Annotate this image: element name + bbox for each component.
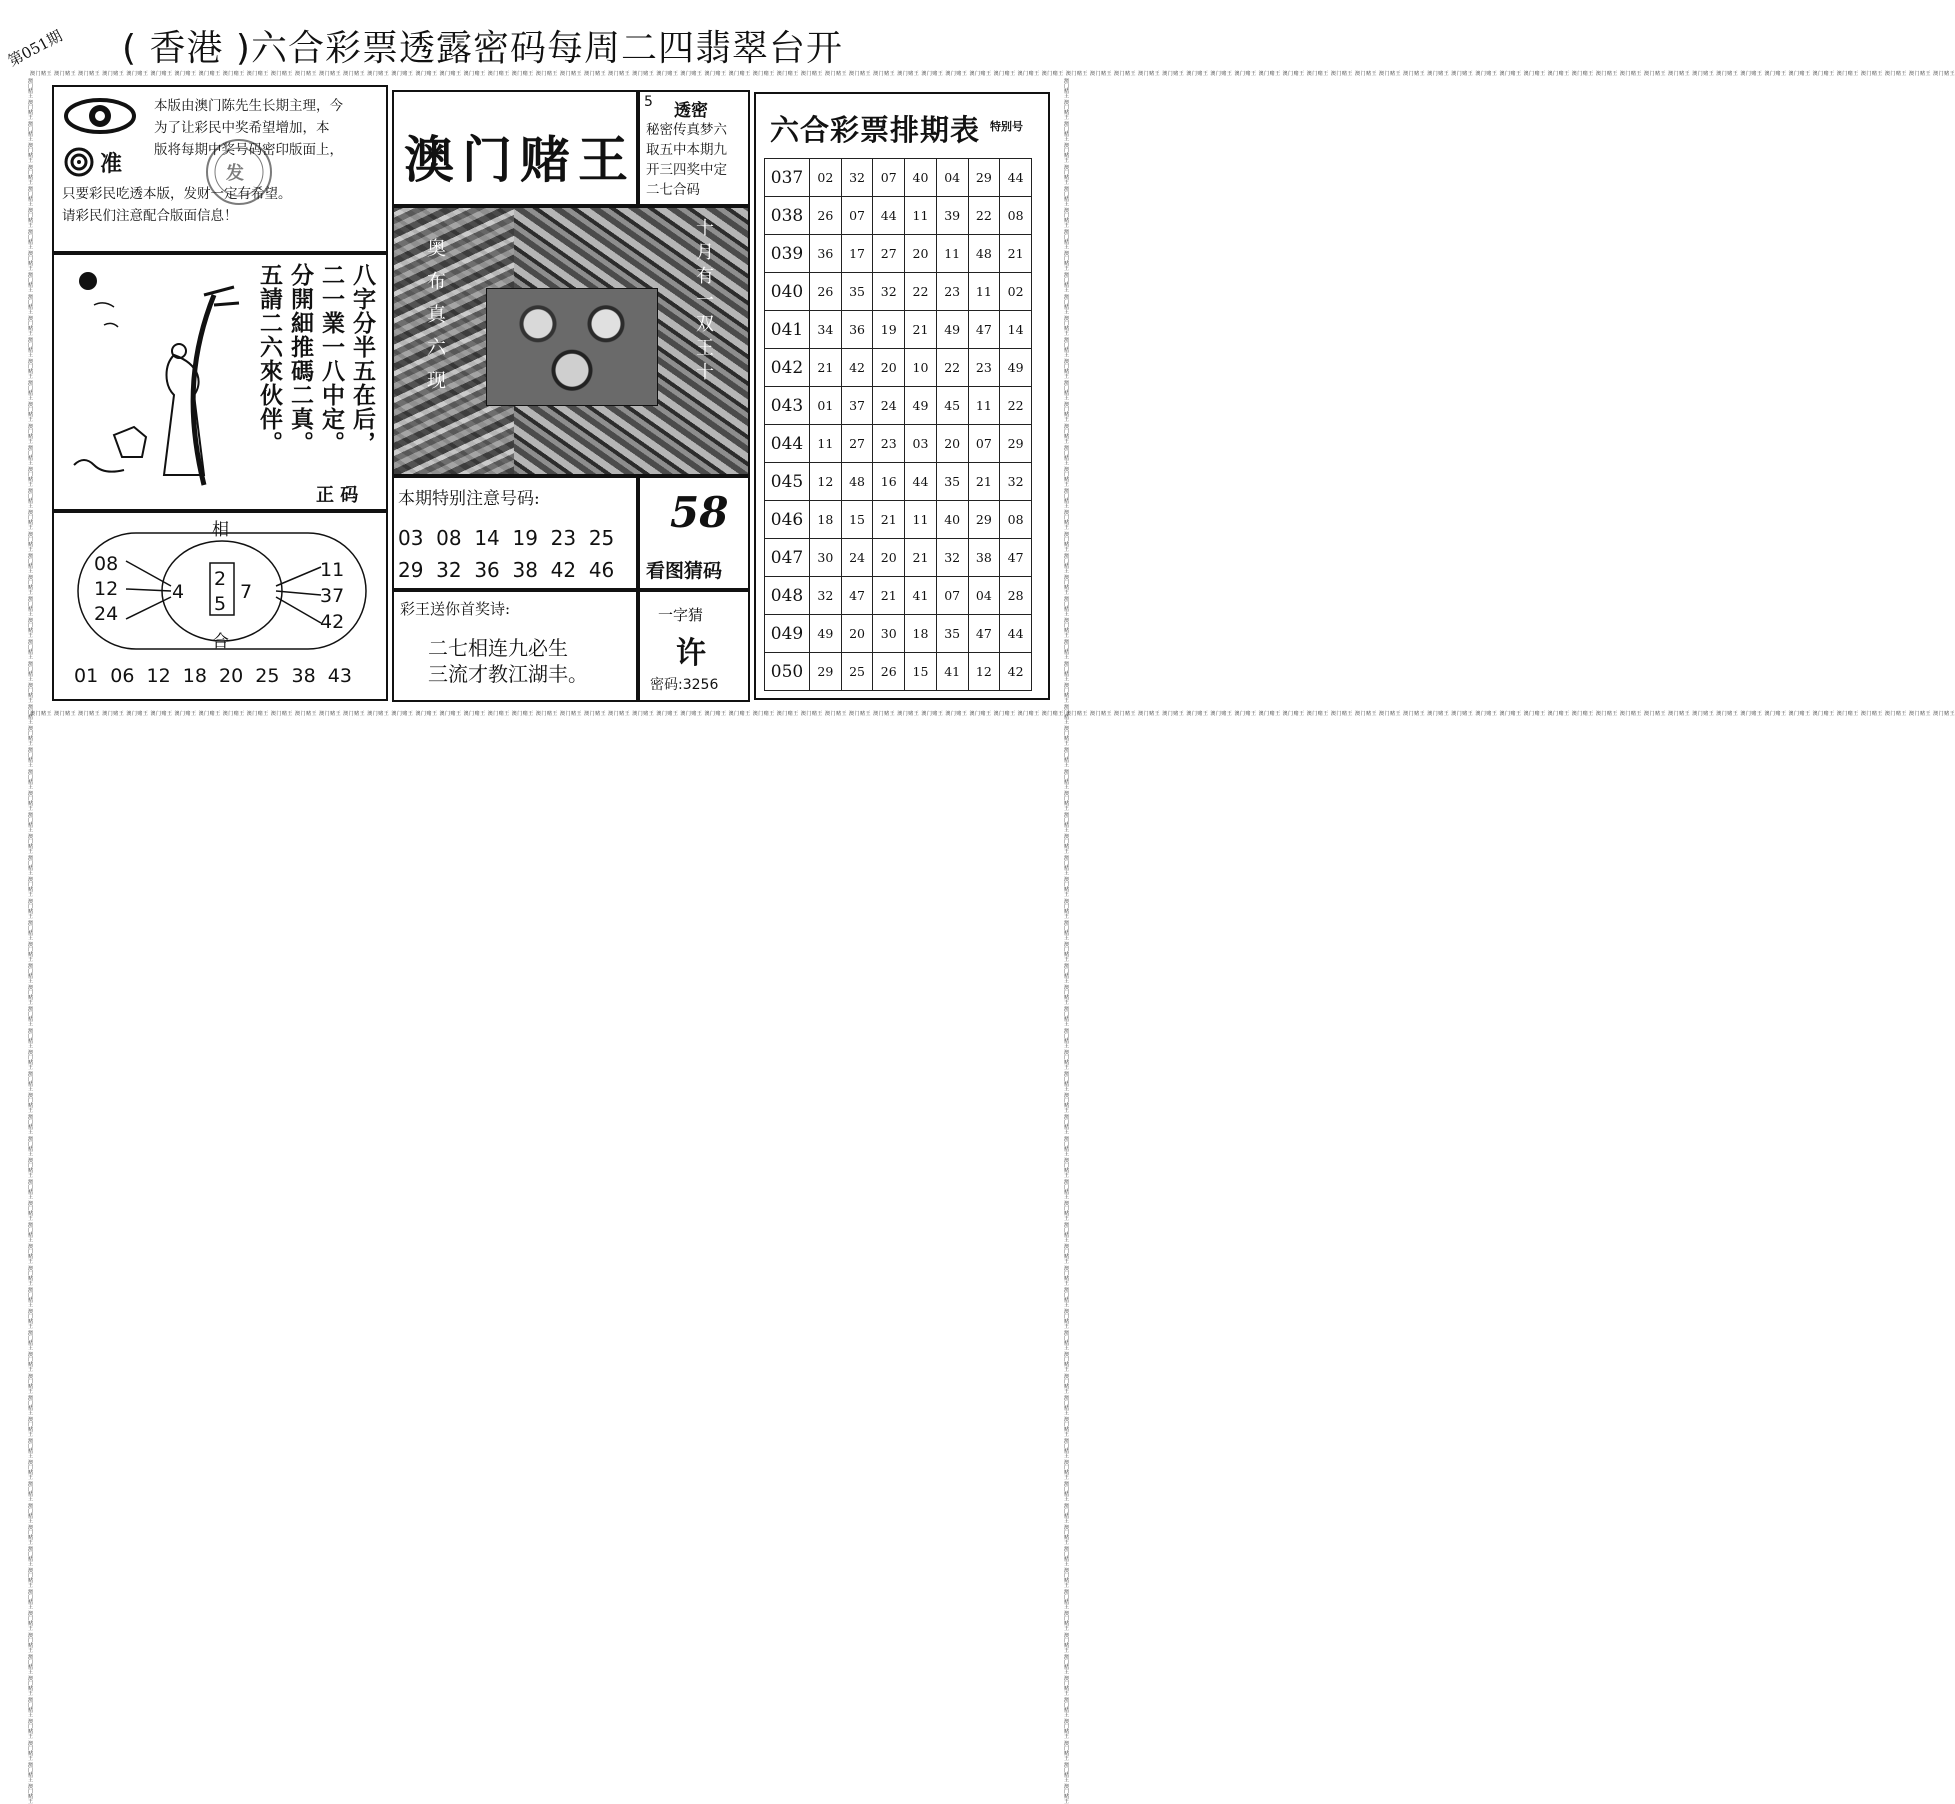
schedule-row: [765, 311, 1032, 349]
schedule-number: 22: [936, 349, 968, 387]
poem-box: [52, 253, 388, 511]
schedule-number: 20: [873, 349, 905, 387]
secret-line-1: 秘密传真梦六: [646, 122, 727, 138]
schedule-row: [765, 273, 1032, 311]
schedule-number: 23: [873, 425, 905, 463]
zhun-label: 准: [100, 151, 123, 177]
schedule-period: 043: [765, 387, 810, 425]
big-title: 澳门赌王: [404, 130, 636, 189]
schedule-number: 32: [873, 273, 905, 311]
prize-poem-box: [392, 590, 638, 702]
schedule-number: 47: [968, 311, 1000, 349]
schedule-number: 49: [1000, 349, 1032, 387]
schedule-number: 11: [810, 425, 842, 463]
schedule-number: 11: [968, 387, 1000, 425]
poem-column-3: 分開細推碼二真。: [287, 263, 314, 455]
schedule-number: 39: [936, 197, 968, 235]
schedule-number: 07: [968, 425, 1000, 463]
schedule-number: 41: [905, 577, 937, 615]
intro-line-5: 请彩民们注意配合版面信息！: [62, 208, 238, 224]
intro-line-4: 只要彩民吃透本版，发财一定有希望。: [62, 186, 292, 202]
schedule-number: 14: [1000, 311, 1032, 349]
schedule-number: 48: [841, 463, 873, 501]
schedule-number: 49: [810, 615, 842, 653]
big-title-box: [392, 90, 638, 206]
schedule-title: 六合彩票排期表: [770, 113, 981, 147]
schedule-number: 21: [873, 577, 905, 615]
intro-line-1: 本版由澳门陈先生长期主理，今: [154, 98, 343, 114]
intro-line-3: 版将每期中奖号码密印版面上，: [154, 142, 343, 158]
schedule-number: 21: [810, 349, 842, 387]
schedule-row: [765, 425, 1032, 463]
schedule-number: 44: [873, 197, 905, 235]
schedule-number: 30: [873, 615, 905, 653]
schedule-number: 36: [810, 235, 842, 273]
poem-caption: 正 码: [316, 485, 359, 506]
schedule-number: 11: [905, 197, 937, 235]
issue-number: 第051期: [5, 26, 66, 71]
schedule-period: 041: [765, 311, 810, 349]
schedule-number: 12: [810, 463, 842, 501]
diagram-right-num-2: 37: [320, 585, 345, 607]
schedule-period: 040: [765, 273, 810, 311]
schedule-number: 11: [905, 501, 937, 539]
schedule-row: [765, 653, 1032, 691]
eye-icon: [64, 97, 136, 139]
prize-poem-line-1: 二七相连九必生: [428, 636, 568, 660]
schedule-number: 35: [936, 463, 968, 501]
schedule-period: 037: [765, 159, 810, 197]
schedule-period: 039: [765, 235, 810, 273]
word-guess-label: 一字猜: [658, 606, 704, 624]
schedule-number: 34: [810, 311, 842, 349]
schedule-number: 42: [841, 349, 873, 387]
schedule-number: 04: [968, 577, 1000, 615]
secret-number: 5: [644, 94, 653, 110]
schedule-number: 21: [905, 311, 937, 349]
svg-text:发: 发: [226, 163, 244, 184]
word-guess-box: [638, 590, 750, 702]
schedule-number: 35: [841, 273, 873, 311]
diagram-box-top: 2: [214, 568, 227, 590]
schedule-number: 32: [936, 539, 968, 577]
schedule-number: 26: [873, 653, 905, 691]
schedule-number: 07: [841, 197, 873, 235]
schedule-number: 18: [810, 501, 842, 539]
left-border-strip: 澳门赌王 澳门赌王 澳门赌王 澳门赌王 澳门赌王 澳门赌王 澳门赌王 澳门赌王 澳门赌王 澳门赌王 澳门赌王 澳门赌王 澳门赌王 澳门赌王 澳门赌王 澳门赌王 澳门赌王 澳门赌王 澳门赌王 澳门赌王 澳门赌王 澳门赌王 澳门赌王 澳门赌王 澳门赌王 澳门赌王 澳门赌王 澳门赌王 澳门赌王 澳门赌王 澳门赌王 澳门赌王 澳门赌王 澳门赌王 澳门赌王 澳门赌王 澳门赌王 澳门赌王 澳门赌王 澳门赌王 澳门赌王 澳门赌王 澳门赌王 澳门赌王 澳门赌王 澳门赌王 澳门赌王 澳门赌王 澳门赌王 澳门赌王 澳门赌王 澳门赌王 澳门赌王 澳门赌王 澳门赌王 澳门赌王 澳门赌王 澳门赌王 澳门赌王 澳门赌王 澳门赌王 澳门赌王 澳门赌王 澳门赌王 澳门赌王 澳门赌王 澳门赌王 澳门赌王 澳门赌王 澳门赌王 澳门赌王 澳门赌王 澳门赌王 澳门赌王 澳门赌王 澳门赌王 澳门赌王 澳门赌王 澳门赌王 澳门赌王: [27, 78, 33, 1804]
secret-title: 透密: [674, 101, 708, 121]
schedule-number: 24: [873, 387, 905, 425]
schedule-number: 21: [905, 539, 937, 577]
diagram-center-left: 4: [172, 581, 185, 603]
special-title: 本期特别注意号码:: [398, 489, 540, 509]
diagram-left-num-3: 24: [94, 603, 119, 625]
schedule-number: 47: [1000, 539, 1032, 577]
schedule-number: 21: [1000, 235, 1032, 273]
page-title: ( 香港 )六合彩票透露密码每周二四翡翠台开: [122, 28, 843, 69]
schedule-number: 23: [968, 349, 1000, 387]
photo-right-text: 十月有一双王十: [693, 218, 714, 386]
schedule-number: 37: [841, 387, 873, 425]
schedule-number: 29: [1000, 425, 1032, 463]
schedule-number: 27: [841, 425, 873, 463]
schedule-number: 28: [1000, 577, 1032, 615]
schedule-number: 26: [810, 197, 842, 235]
schedule-row: [765, 501, 1032, 539]
schedule-number: 17: [841, 235, 873, 273]
schedule-number: 02: [1000, 273, 1032, 311]
poem-column-2: 二一業一八中定。: [318, 263, 345, 455]
schedule-number: 07: [873, 159, 905, 197]
poem-column-1: 八字分半五在后，: [349, 263, 376, 455]
guess-signature: 58: [670, 488, 729, 537]
schedule-number: 44: [905, 463, 937, 501]
poem-column-4: 五請二六來伙伴。: [256, 263, 283, 455]
diagram-center-right: 7: [240, 581, 253, 603]
secret-line-3: 开三四奖中定: [646, 162, 727, 178]
schedule-number: 49: [936, 311, 968, 349]
schedule-number: 23: [936, 273, 968, 311]
schedule-number: 40: [905, 159, 937, 197]
diagram-bottom-row: 01 06 12 18 20 25 38 43: [74, 665, 352, 687]
schedule-number: 19: [873, 311, 905, 349]
schedule-number: 22: [1000, 387, 1032, 425]
schedule-period: 047: [765, 539, 810, 577]
schedule-period: 046: [765, 501, 810, 539]
secret-box: [638, 90, 750, 206]
schedule-number: 36: [841, 311, 873, 349]
secret-line-4: 二七合码: [646, 182, 700, 198]
schedule-number: 42: [1000, 653, 1032, 691]
schedule-number: 07: [936, 577, 968, 615]
scholar-illustration: [64, 265, 254, 499]
schedule-row: [765, 539, 1032, 577]
schedule-number: 15: [905, 653, 937, 691]
schedule-number: 45: [936, 387, 968, 425]
schedule-number: 29: [810, 653, 842, 691]
schedule-period: 038: [765, 197, 810, 235]
schedule-number: 44: [1000, 615, 1032, 653]
schedule-number: 24: [841, 539, 873, 577]
schedule-row: [765, 577, 1032, 615]
schedule-number: 40: [936, 501, 968, 539]
schedule-number: 08: [1000, 501, 1032, 539]
schedule-number: 21: [968, 463, 1000, 501]
target-icon: [64, 147, 94, 181]
schedule-row: [765, 615, 1032, 653]
schedule-number: 30: [810, 539, 842, 577]
schedule-period: 044: [765, 425, 810, 463]
schedule-number: 03: [905, 425, 937, 463]
intro-line-2: 为了让彩民中奖希望增加，本: [154, 120, 330, 136]
password-label: 密码:3256: [650, 677, 719, 693]
schedule-number: 47: [968, 615, 1000, 653]
diagram-right-num-3: 42: [320, 611, 345, 633]
schedule-number: 20: [841, 615, 873, 653]
schedule-box: [754, 92, 1050, 700]
schedule-number: 15: [841, 501, 873, 539]
schedule-number: 27: [873, 235, 905, 273]
prize-poem-title: 彩王送你首奖诗:: [400, 600, 511, 618]
schedule-number: 11: [968, 273, 1000, 311]
schedule-number: 44: [1000, 159, 1032, 197]
guess-picture-box: [638, 476, 750, 590]
special-numbers-box: [392, 476, 638, 590]
schedule-period: 045: [765, 463, 810, 501]
schedule-number: 35: [936, 615, 968, 653]
schedule-number: 32: [810, 577, 842, 615]
schedule-number: 25: [841, 653, 873, 691]
schedule-number: 22: [905, 273, 937, 311]
diagram-box-bottom: 5: [214, 593, 227, 615]
schedule-number: 12: [968, 653, 1000, 691]
schedule-number: 11: [936, 235, 968, 273]
schedule-number: 16: [873, 463, 905, 501]
schedule-row: [765, 387, 1032, 425]
money-collage-photo: [392, 206, 750, 476]
schedule-number: 20: [936, 425, 968, 463]
photo-left-text: 奥布真六现: [424, 238, 446, 403]
guess-caption: 看图猜码: [646, 560, 723, 582]
schedule-row: [765, 197, 1032, 235]
secret-line-2: 取五中本期九: [646, 142, 727, 158]
prize-poem-line-2: 三流才教江湖丰。: [428, 662, 588, 686]
schedule-subtitle: 特别号: [990, 120, 1023, 133]
schedule-number: 32: [1000, 463, 1032, 501]
diagram-left-num-2: 12: [94, 578, 119, 600]
schedule-number: 29: [968, 501, 1000, 539]
schedule-number: 10: [905, 349, 937, 387]
schedule-row: [765, 349, 1032, 387]
schedule-row: [765, 463, 1032, 501]
schedule-number: 41: [936, 653, 968, 691]
diagram-bottom-label: 合: [212, 632, 229, 652]
schedule-number: 32: [841, 159, 873, 197]
schedule-period: 049: [765, 615, 810, 653]
schedule-number: 49: [905, 387, 937, 425]
schedule-table: [764, 158, 1032, 691]
schedule-number: 22: [968, 197, 1000, 235]
diagram-box: [52, 511, 388, 701]
schedule-period: 042: [765, 349, 810, 387]
schedule-number: 20: [905, 235, 937, 273]
intro-box: [52, 85, 388, 253]
schedule-number: 38: [968, 539, 1000, 577]
schedule-number: 01: [810, 387, 842, 425]
schedule-number: 18: [905, 615, 937, 653]
schedule-number: 04: [936, 159, 968, 197]
word-guess-char: 许: [676, 636, 706, 671]
schedule-number: 02: [810, 159, 842, 197]
faces-photo: [486, 288, 658, 406]
diagram-right-num-1: 11: [320, 559, 345, 581]
schedule-number: 29: [968, 159, 1000, 197]
diagram-left-num-1: 08: [94, 553, 119, 575]
schedule-number: 26: [810, 273, 842, 311]
top-border-strip: 澳门赌王 澳门赌王 澳门赌王 澳门赌王 澳门赌王 澳门赌王 澳门赌王 澳门赌王 澳门赌王 澳门赌王 澳门赌王 澳门赌王 澳门赌王 澳门赌王 澳门赌王 澳门赌王 澳门赌王 澳门赌王 澳门赌王 澳门赌王 澳门赌王 澳门赌王 澳门赌王 澳门赌王 澳门赌王 澳门赌王 澳门赌王 澳门赌王 澳门赌王 澳门赌王 澳门赌王 澳门赌王 澳门赌王 澳门赌王 澳门赌王 澳门赌王 澳门赌王 澳门赌王 澳门赌王 澳门赌王 澳门赌王 澳门赌王 澳门赌王 澳门赌王 澳门赌王 澳门赌王 澳门赌王 澳门赌王 澳门赌王 澳门赌王 澳门赌王 澳门赌王 澳门赌王 澳门赌王 澳门赌王 澳门赌王 澳门赌王 澳门赌王 澳门赌王 澳门赌王 澳门赌王 澳门赌王 澳门赌王 澳门赌王 澳门赌王 澳门赌王 澳门赌王 澳门赌王 澳门赌王 澳门赌王 澳门赌王 澳门赌王 澳门赌王 澳门赌王 澳门赌王 澳门赌王 澳门赌王 澳门赌王 澳门赌王 澳门赌王: [30, 71, 1955, 77]
schedule-period: 050: [765, 653, 810, 691]
schedule-number: 47: [841, 577, 873, 615]
schedule-number: 20: [873, 539, 905, 577]
schedule-row: [765, 159, 1032, 197]
bottom-border-strip: 澳门赌王 澳门赌王 澳门赌王 澳门赌王 澳门赌王 澳门赌王 澳门赌王 澳门赌王 澳门赌王 澳门赌王 澳门赌王 澳门赌王 澳门赌王 澳门赌王 澳门赌王 澳门赌王 澳门赌王 澳门赌王 澳门赌王 澳门赌王 澳门赌王 澳门赌王 澳门赌王 澳门赌王 澳门赌王 澳门赌王 澳门赌王 澳门赌王 澳门赌王 澳门赌王 澳门赌王 澳门赌王 澳门赌王 澳门赌王 澳门赌王 澳门赌王 澳门赌王 澳门赌王 澳门赌王 澳门赌王 澳门赌王 澳门赌王 澳门赌王 澳门赌王 澳门赌王 澳门赌王 澳门赌王 澳门赌王 澳门赌王 澳门赌王 澳门赌王 澳门赌王 澳门赌王 澳门赌王 澳门赌王 澳门赌王 澳门赌王 澳门赌王 澳门赌王 澳门赌王 澳门赌王 澳门赌王 澳门赌王 澳门赌王 澳门赌王 澳门赌王 澳门赌王 澳门赌王 澳门赌王 澳门赌王 澳门赌王 澳门赌王 澳门赌王 澳门赌王 澳门赌王 澳门赌王 澳门赌王 澳门赌王 澳门赌王 澳门赌王: [30, 711, 1955, 717]
diagram-top-label: 相: [212, 520, 229, 540]
schedule-number: 08: [1000, 197, 1032, 235]
right-border-strip: 澳门赌王 澳门赌王 澳门赌王 澳门赌王 澳门赌王 澳门赌王 澳门赌王 澳门赌王 澳门赌王 澳门赌王 澳门赌王 澳门赌王 澳门赌王 澳门赌王 澳门赌王 澳门赌王 澳门赌王 澳门赌王 澳门赌王 澳门赌王 澳门赌王 澳门赌王 澳门赌王 澳门赌王 澳门赌王 澳门赌王 澳门赌王 澳门赌王 澳门赌王 澳门赌王 澳门赌王 澳门赌王 澳门赌王 澳门赌王 澳门赌王 澳门赌王 澳门赌王 澳门赌王 澳门赌王 澳门赌王 澳门赌王 澳门赌王 澳门赌王 澳门赌王 澳门赌王 澳门赌王 澳门赌王 澳门赌王 澳门赌王 澳门赌王 澳门赌王 澳门赌王 澳门赌王 澳门赌王 澳门赌王 澳门赌王 澳门赌王 澳门赌王 澳门赌王 澳门赌王 澳门赌王 澳门赌王 澳门赌王 澳门赌王 澳门赌王 澳门赌王 澳门赌王 澳门赌王 澳门赌王 澳门赌王 澳门赌王 澳门赌王 澳门赌王 澳门赌王 澳门赌王 澳门赌王 澳门赌王 澳门赌王 澳门赌王 澳门赌王: [1063, 78, 1069, 1804]
schedule-number: 21: [873, 501, 905, 539]
special-row-1: 03 08 14 19 23 25: [398, 526, 615, 550]
schedule-number: 48: [968, 235, 1000, 273]
schedule-row: [765, 235, 1032, 273]
schedule-period: 048: [765, 577, 810, 615]
special-row-2: 29 32 36 38 42 46: [398, 558, 615, 582]
